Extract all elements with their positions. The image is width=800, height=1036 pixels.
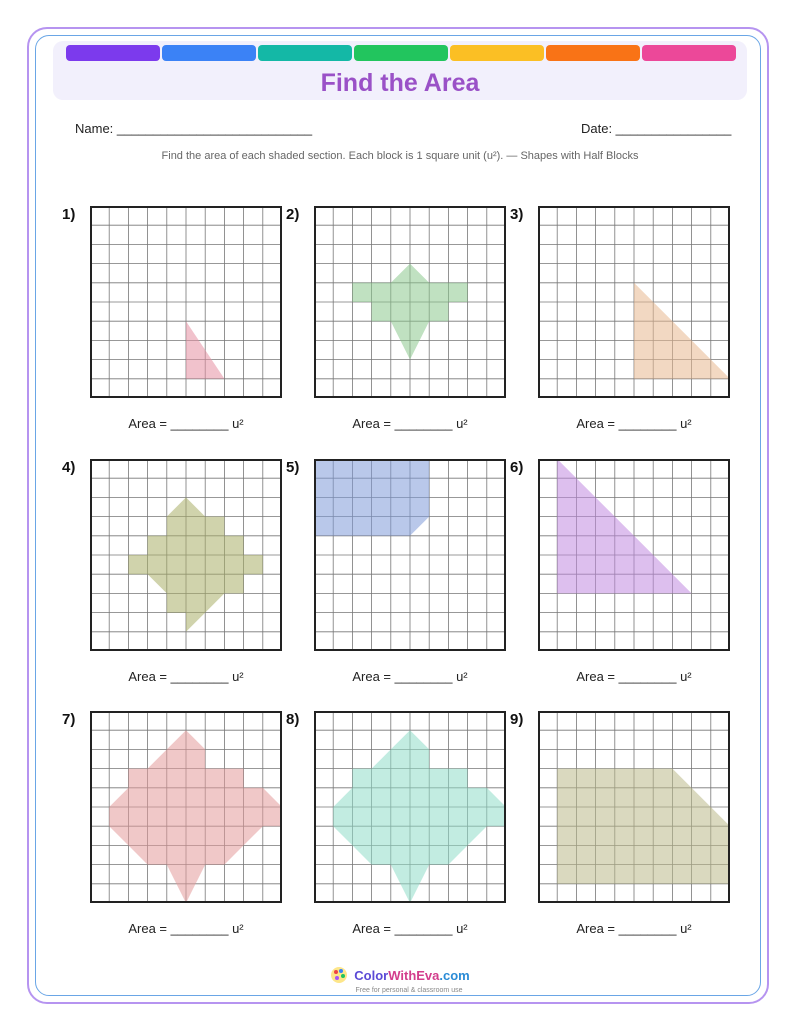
shaded-shape bbox=[314, 459, 429, 536]
area-answer-field[interactable]: Area = ________ u² bbox=[352, 921, 468, 936]
problem bbox=[286, 711, 511, 951]
problem-number: 6) bbox=[510, 459, 524, 476]
shaded-shape bbox=[352, 264, 467, 360]
area-answer-field[interactable]: Area = ________ u² bbox=[128, 921, 244, 936]
shaded-shape bbox=[634, 283, 730, 379]
area-grid bbox=[314, 711, 506, 903]
shaded-shape bbox=[333, 730, 506, 903]
color-stripe bbox=[546, 45, 640, 61]
shaded-shape bbox=[109, 730, 282, 903]
problem-number: 8) bbox=[286, 711, 300, 728]
area-grid bbox=[90, 711, 282, 903]
area-answer-field[interactable]: Area = ________ u² bbox=[576, 921, 692, 936]
shaded-shape bbox=[557, 459, 691, 593]
brand-part-com: .com bbox=[439, 967, 470, 983]
area-grid bbox=[538, 711, 730, 903]
area-grid bbox=[90, 459, 282, 651]
color-stripe bbox=[66, 45, 160, 61]
area-answer-field[interactable]: Area = ________ u² bbox=[128, 669, 244, 684]
problem-number: 7) bbox=[62, 711, 76, 728]
problem bbox=[510, 711, 735, 951]
brand-part-witheva: WithEva bbox=[388, 967, 440, 983]
problem bbox=[510, 459, 735, 699]
area-grid bbox=[538, 459, 730, 651]
problem-number: 2) bbox=[286, 206, 300, 223]
page-title: Find the Area bbox=[320, 69, 480, 97]
area-grid bbox=[90, 206, 282, 398]
problem-number: 9) bbox=[510, 711, 524, 728]
palette-icon bbox=[330, 966, 348, 984]
brand-part-color: Color bbox=[354, 967, 389, 983]
name-field[interactable]: Name: ___________________________ bbox=[75, 121, 313, 136]
problem-number: 4) bbox=[62, 459, 76, 476]
shaded-shape bbox=[557, 769, 730, 884]
area-answer-field[interactable]: Area = ________ u² bbox=[576, 669, 692, 684]
brand-name[interactable] bbox=[354, 968, 469, 983]
area-answer-field[interactable]: Area = ________ u² bbox=[352, 416, 468, 431]
problem bbox=[286, 459, 511, 699]
area-grid bbox=[314, 206, 506, 398]
color-stripes bbox=[66, 45, 738, 61]
color-stripe bbox=[162, 45, 256, 61]
area-answer-field[interactable]: Area = ________ u² bbox=[128, 416, 244, 431]
problem-number: 3) bbox=[510, 206, 524, 223]
area-answer-field[interactable]: Area = ________ u² bbox=[576, 416, 692, 431]
shaded-shape bbox=[128, 497, 262, 631]
area-answer-field[interactable]: Area = ________ u² bbox=[352, 669, 468, 684]
color-stripe bbox=[354, 45, 448, 61]
problem bbox=[62, 206, 287, 446]
problem bbox=[62, 711, 287, 951]
problem bbox=[62, 459, 287, 699]
footer bbox=[0, 966, 800, 994]
color-stripe bbox=[450, 45, 544, 61]
date-field[interactable]: Date: ________________ bbox=[581, 121, 732, 136]
problem bbox=[286, 206, 511, 446]
problem-number: 5) bbox=[286, 459, 300, 476]
area-grid bbox=[538, 206, 730, 398]
footer-tagline: Free for personal & classroom use bbox=[355, 987, 463, 994]
color-stripe bbox=[258, 45, 352, 61]
area-grid bbox=[314, 459, 506, 651]
color-stripe bbox=[642, 45, 736, 61]
problem bbox=[510, 206, 735, 446]
problem-number: 1) bbox=[62, 206, 76, 223]
instructions: Find the area of each shaded section. Each block is 1 square unit (u²). — Shapes with Half Blocks bbox=[161, 150, 639, 162]
